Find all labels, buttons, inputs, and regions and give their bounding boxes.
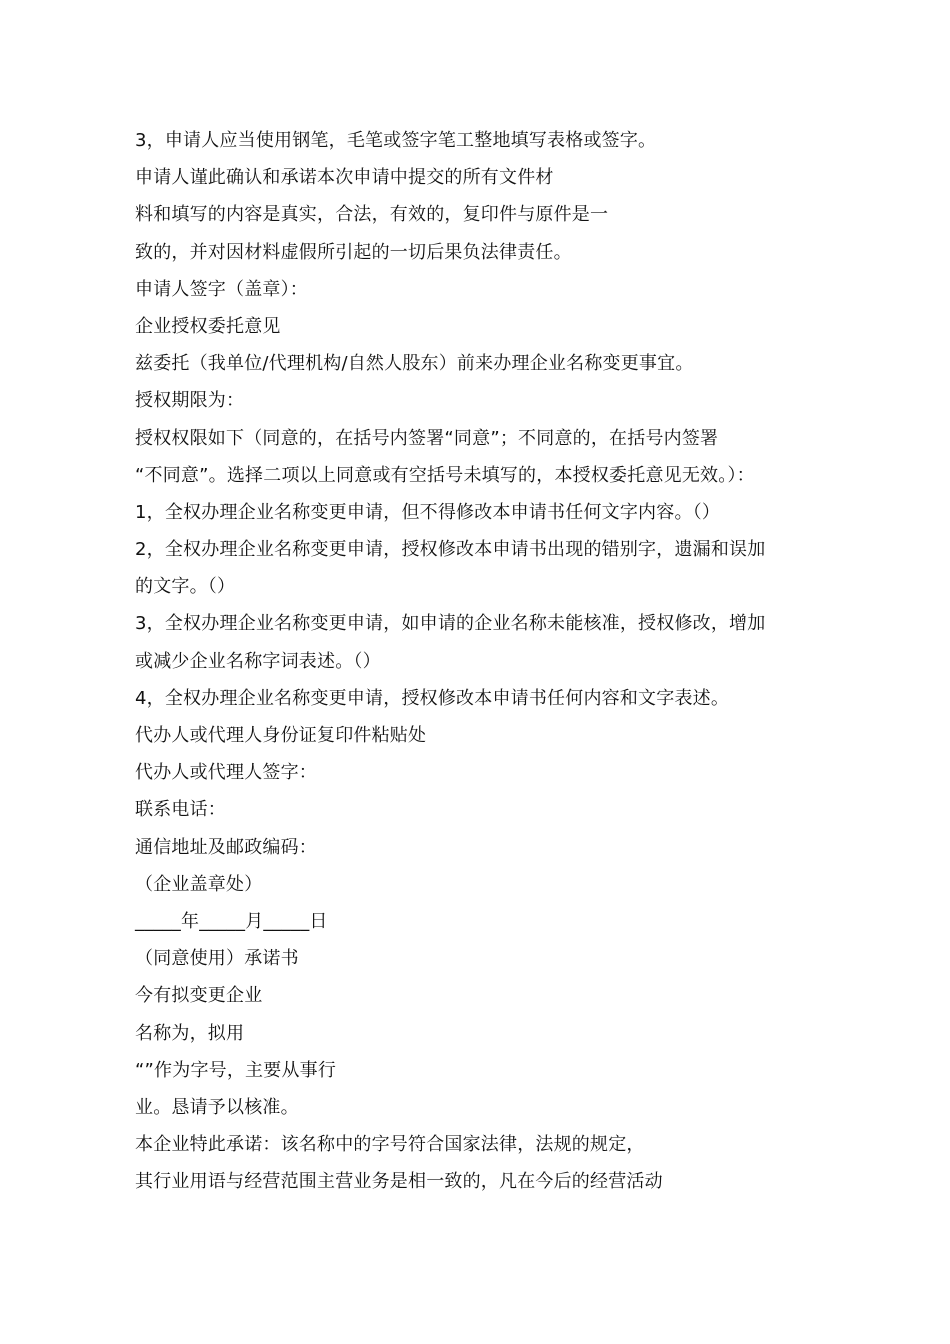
commitment-line-2: 名称为，拟用 [135, 1022, 245, 1044]
commitment-line-3: “”作为字号，主要从事行 [135, 1059, 337, 1081]
declaration-line-1: 申请人谨此确认和承诺本次申请中提交的所有文件材 [135, 167, 554, 189]
agent-signature-label: 代办人或代理人签字： [135, 762, 317, 784]
date-line: _____年_____月_____日 [135, 910, 328, 932]
commitment-line-4: 业。恳请予以核准。 [135, 1096, 299, 1118]
authority-item-1: 1，全权办理企业名称变更申请，但不得修改本申请书任何文字内容。（） [135, 501, 721, 523]
instruction-line-3: 3，申请人应当使用钢笔，毛笔或签字笔工整地填写表格或签字。 [135, 130, 657, 151]
authority-item-4: 4，全权办理企业名称变更申请，授权修改本申请书任何内容和文字表述。 [135, 687, 730, 709]
authority-item-2: 2，全权办理企业名称变更申请，授权修改本申请书出现的错别字，遗漏和误加 [135, 539, 766, 561]
authorization-heading: 企业授权委托意见 [135, 315, 281, 337]
entrustment-line: 兹委托（我单位/代理机构/自然人股东）前来办理企业名称变更事宜。 [135, 353, 694, 375]
commitment-line-1: 今有拟变更企业 [135, 985, 263, 1007]
address-postcode-label: 通信地址及邮政编码： [135, 836, 317, 858]
authorization-scope-line-1: 授权权限如下（同意的，在括号内签署“同意”；不同意的，在括号内签署 [135, 427, 719, 449]
declaration-line-2: 料和填写的内容是真实，合法，有效的，复印件与原件是一 [135, 204, 609, 226]
company-seal-label: （企业盖章处） [135, 873, 263, 895]
commitment-title: （同意使用）承诺书 [135, 948, 299, 970]
document-body [135, 122, 835, 1200]
declaration-line-3: 致的，并对因材料虚假所引起的一切后果负法律责任。 [135, 241, 572, 263]
authorization-scope-line-2: “不同意”。选择二项以上同意或有空括号未填写的，本授权委托意见无效。）： [135, 464, 755, 486]
commitment-line-6: 其行业用语与经营范围主营业务是相一致的，凡在今后的经营活动 [135, 1171, 663, 1193]
applicant-signature-label: 申请人签字（盖章）： [135, 278, 308, 300]
phone-label: 联系电话： [135, 799, 226, 821]
authority-item-3-cont: 或减少企业名称字词表述。（） [135, 650, 381, 672]
authority-item-2-cont: 的文字。（） [135, 576, 236, 598]
commitment-line-5: 本企业特此承诺：该名称中的字号符合国家法律，法规的规定， [135, 1134, 645, 1156]
id-copy-paste-label: 代办人或代理人身份证复印件粘贴处 [135, 725, 427, 746]
authority-item-3: 3，全权办理企业名称变更申请，如申请的企业名称未能核准，授权修改，增加 [135, 613, 766, 635]
authorization-period-label: 授权期限为： [135, 390, 245, 412]
